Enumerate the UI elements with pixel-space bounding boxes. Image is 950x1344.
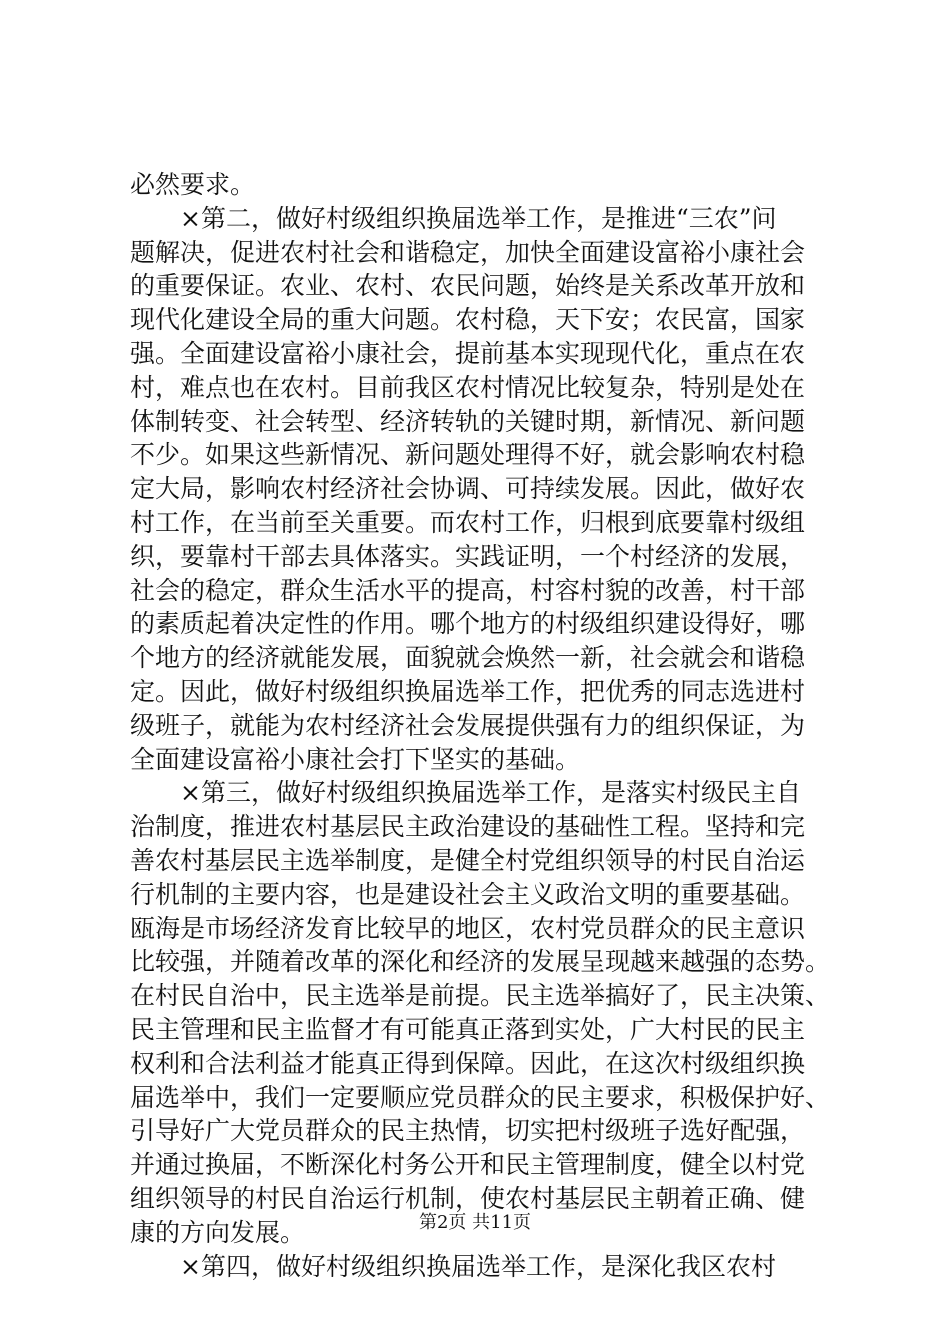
text-line: 体制转变、社会转型、经济转轨的关键时期，新情况、新问题 — [130, 406, 806, 436]
text-line: 瓯海是市场经济发育比较早的地区，农村党员群众的民主意识 — [130, 913, 806, 943]
text-line: 织，要靠村干部去具体落实。实践证明，一个村经济的发展， — [130, 541, 806, 571]
paragraph-start-line: ×第二，做好村级组织换届选举工作，是推进“三农”问 — [180, 203, 777, 233]
text-line: 强。全面建设富裕小康社会，提前基本实现现代化，重点在农 — [130, 338, 806, 368]
text-line: 个地方的经济就能发展，面貌就会焕然一新，社会就会和谐稳 — [130, 643, 806, 673]
paragraph-start-line: ×第四，做好村级组织换届选举工作，是深化我区农村 — [180, 1251, 776, 1281]
text-line: 定。因此，做好村级组织换届选举工作，把优秀的同志选进村 — [130, 676, 806, 706]
text-line: 康的方向发展。 — [130, 1217, 306, 1247]
text-line: 定大局，影响农村经济社会协调、可持续发展。因此，做好农 — [130, 474, 806, 504]
text-line: 的重要保证。农业、农村、农民问题，始终是关系改革开放和 — [130, 271, 806, 301]
text-line: 题解决，促进农村社会和谐稳定，加快全面建设富裕小康社会 — [130, 237, 806, 267]
text-line: 社会的稳定，群众生活水平的提高，村容村貌的改善，村干部 — [130, 575, 806, 605]
text-line: 比较强，并随着改革的深化和经济的发展呈现越来越强的态势。 — [130, 947, 830, 977]
text-line: 权利和合法利益才能真正得到保障。因此，在这次村级组织换 — [130, 1048, 806, 1078]
paragraph-start-line: ×第三，做好村级组织换届选举工作，是落实村级民主自 — [180, 778, 801, 808]
text-line: 届选举中，我们一定要顺应党员群众的民主要求，积极保护好、 — [130, 1082, 830, 1112]
text-line: 村，难点也在农村。目前我区农村情况比较复杂，特别是处在 — [130, 372, 806, 402]
text-line: 全面建设富裕小康社会打下坚实的基础。 — [130, 744, 581, 774]
page-number-footer: 第2页 共11页 — [418, 1212, 532, 1233]
text-line: 村工作，在当前至关重要。而农村工作，归根到底要靠村级组 — [130, 507, 806, 537]
text-line: 善农村基层民主选举制度，是健全村党组织领导的村民自治运 — [130, 845, 806, 875]
text-line: 现代化建设全局的重大问题。农村稳，天下安；农民富，国家 — [130, 305, 806, 335]
text-line: 民主管理和民主监督才有可能真正落到实处，广大村民的民主 — [130, 1014, 806, 1044]
text-line: 引导好广大党员群众的民主热情，切实把村级班子选好配强， — [130, 1116, 806, 1146]
text-line: 不少。如果这些新情况、新问题处理得不好，就会影响农村稳 — [130, 440, 806, 470]
text-line: 的素质起着决定性的作用。哪个地方的村级组织建设得好，哪 — [130, 609, 806, 639]
text-line: 必然要求。 — [130, 170, 256, 199]
text-line: 在村民自治中，民主选举是前提。民主选举搞好了，民主决策、 — [130, 981, 830, 1011]
text-line: 行机制的主要内容，也是建设社会主义政治文明的重要基础。 — [130, 879, 806, 909]
body-text — [130, 168, 830, 1283]
text-line: 级班子，就能为农村经济社会发展提供强有力的组织保证，为 — [130, 710, 806, 740]
text-line: 并通过换届，不断深化村务公开和民主管理制度，健全以村党 — [130, 1150, 806, 1180]
text-line: 治制度，推进农村基层民主政治建设的基础性工程。坚持和完 — [130, 812, 806, 842]
text-line: 组织领导的村民自治运行机制，使农村基层民主朝着正确、健 — [130, 1183, 806, 1213]
